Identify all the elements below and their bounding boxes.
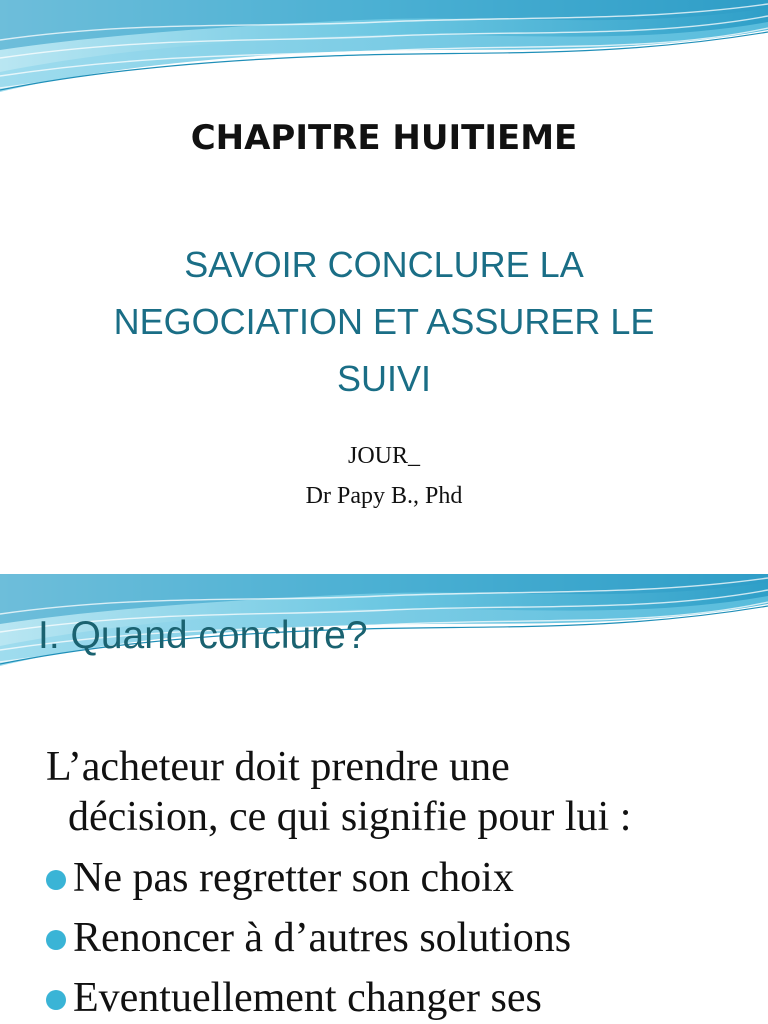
bullet-text: Ne pas regretter son choix [73, 855, 514, 901]
main-title-line-2: NEGOCIATION ET ASSURER LE [113, 301, 655, 342]
byline-author: Dr Papy B., Phd [305, 483, 463, 509]
list-item [46, 968, 758, 1024]
bullet-dot-icon [46, 990, 66, 1010]
bullet-text: Renoncer à d’autres solutions [73, 915, 572, 961]
section-heading: I. Quand conclure? [38, 614, 368, 657]
bullet-text: Eventuellement changer ses [73, 975, 542, 1021]
byline-day: JOUR_ [347, 443, 420, 469]
content-slide [0, 574, 768, 1024]
bullet-dot-icon [46, 930, 66, 950]
slide-body [46, 742, 758, 1024]
list-item [46, 908, 758, 968]
intro-line-2: décision, ce qui signifie pour lui : [68, 794, 632, 840]
intro-paragraph [46, 742, 758, 842]
bullet-dot-icon [46, 870, 66, 890]
bullet-list [46, 848, 758, 1024]
main-title-line-3: SUIVI [336, 358, 432, 399]
wave-banner-decoration [0, 0, 768, 100]
chapter-title: CHAPITRE HUITIEME [190, 118, 578, 158]
author-byline [0, 436, 768, 516]
list-item [46, 848, 758, 908]
main-title-line-1: SAVOIR CONCLURE LA [184, 244, 584, 285]
intro-line-1: L’acheteur doit prendre une [46, 744, 510, 790]
slide-main-title [74, 236, 694, 407]
